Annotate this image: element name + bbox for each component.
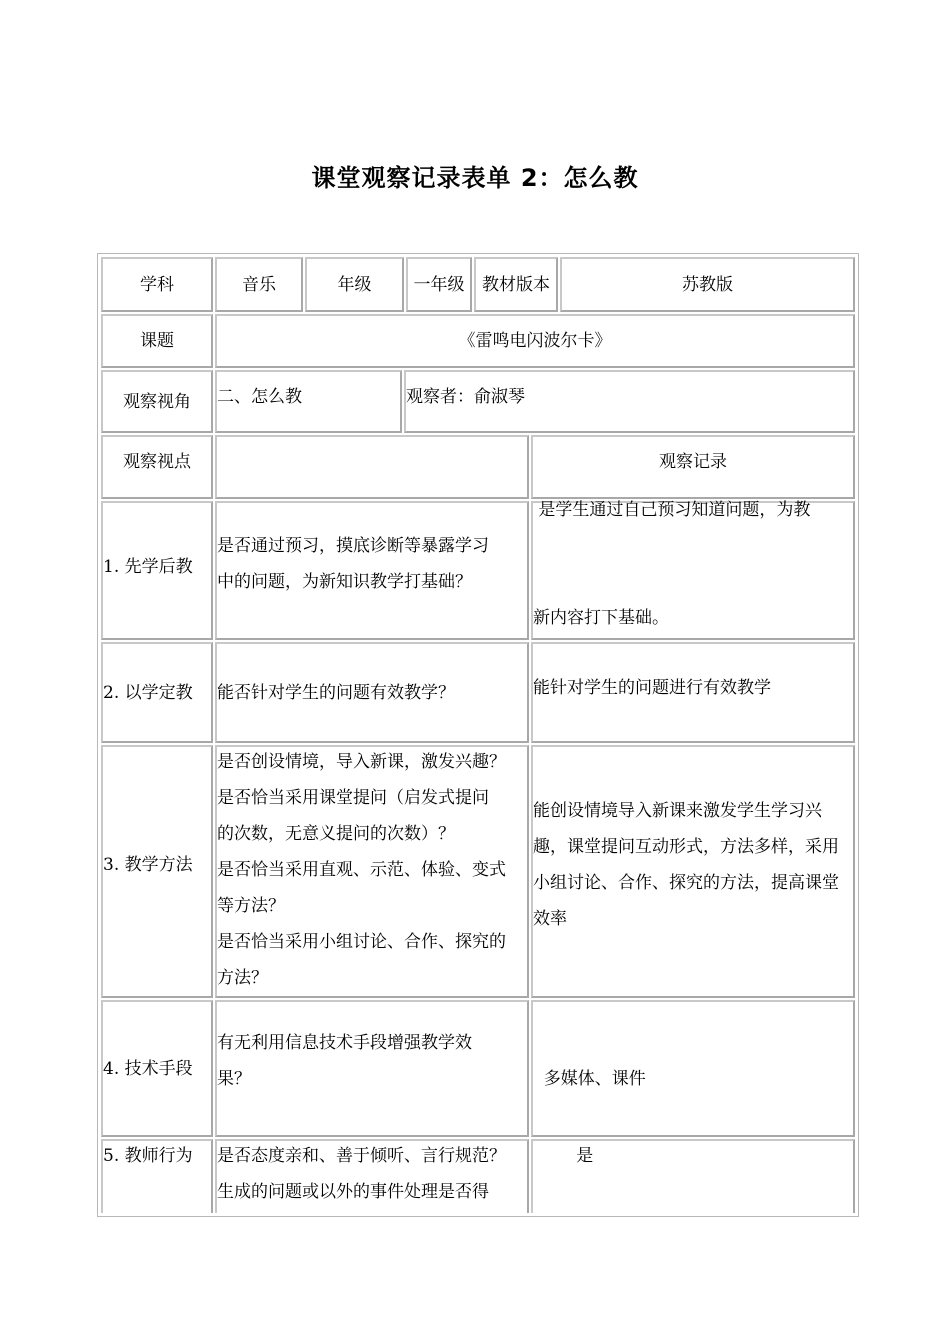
points-column-header: 观察视点 (101, 435, 213, 499)
record-cell: 能创设情境导入新课来激发学生学习兴 趣，课堂提问互动形式，方法多样，采用 小组讨论、合作、探究的方法，提高课堂 效率 (531, 745, 855, 998)
point-cell: 4. 技术手段 (101, 1000, 213, 1137)
question-cell: 是否创设情境，导入新课，激发兴趣？ 是否恰当采用课堂提问（启发式提问 的次数，无意义提问的次数）？ 是否恰当采用直观、示范、体验、变式 等方法？ 是否恰当采用小组讨论、合作、探究的 方法？ (215, 745, 529, 998)
record-cell: 是学生通过自己预习知道问题，为教 新内容打下基础。 (531, 501, 855, 640)
point-cell: 3. 教学方法 (101, 745, 213, 998)
question-cell: 是否通过预习，摸底诊断等暴露学习 中的问题，为新知识教学打基础？ (215, 501, 529, 640)
question-cell: 是否态度亲和、善于倾听、言行规范？ 生成的问题或以外的事件处理是否得 (215, 1139, 529, 1213)
textbook-label: 教材版本 (474, 257, 558, 312)
record-cell: 能针对学生的问题进行有效教学 (531, 642, 855, 743)
questions-column-header (215, 435, 529, 499)
point-cell: 5. 教师行为 (101, 1139, 213, 1213)
perspective-label: 观察视角 (101, 370, 213, 433)
point-cell: 2. 以学定教 (101, 642, 213, 743)
question-cell: 能否针对学生的问题有效教学？ (215, 642, 529, 743)
perspective-value: 二、怎么教 (215, 370, 402, 433)
record-cell: 多媒体、课件 (531, 1000, 855, 1137)
question-cell: 有无利用信息技术手段增强教学效 果？ (215, 1000, 529, 1137)
observer: 观察者：俞淑琴 (404, 370, 855, 433)
subject-value: 音乐 (215, 257, 303, 312)
subject-label: 学科 (101, 257, 213, 312)
topic-label: 课题 (101, 314, 213, 368)
topic-value: 《雷鸣电闪波尔卡》 (215, 314, 855, 368)
grade-label: 年级 (305, 257, 404, 312)
grade-value: 一年级 (406, 257, 472, 312)
record-cell: 是 (531, 1139, 855, 1213)
point-cell: 1. 先学后教 (101, 501, 213, 640)
textbook-value: 苏教版 (560, 257, 855, 312)
records-column-header: 观察记录 (531, 435, 855, 499)
page-title: 课堂观察记录表单 2：怎么教 (311, 164, 639, 192)
